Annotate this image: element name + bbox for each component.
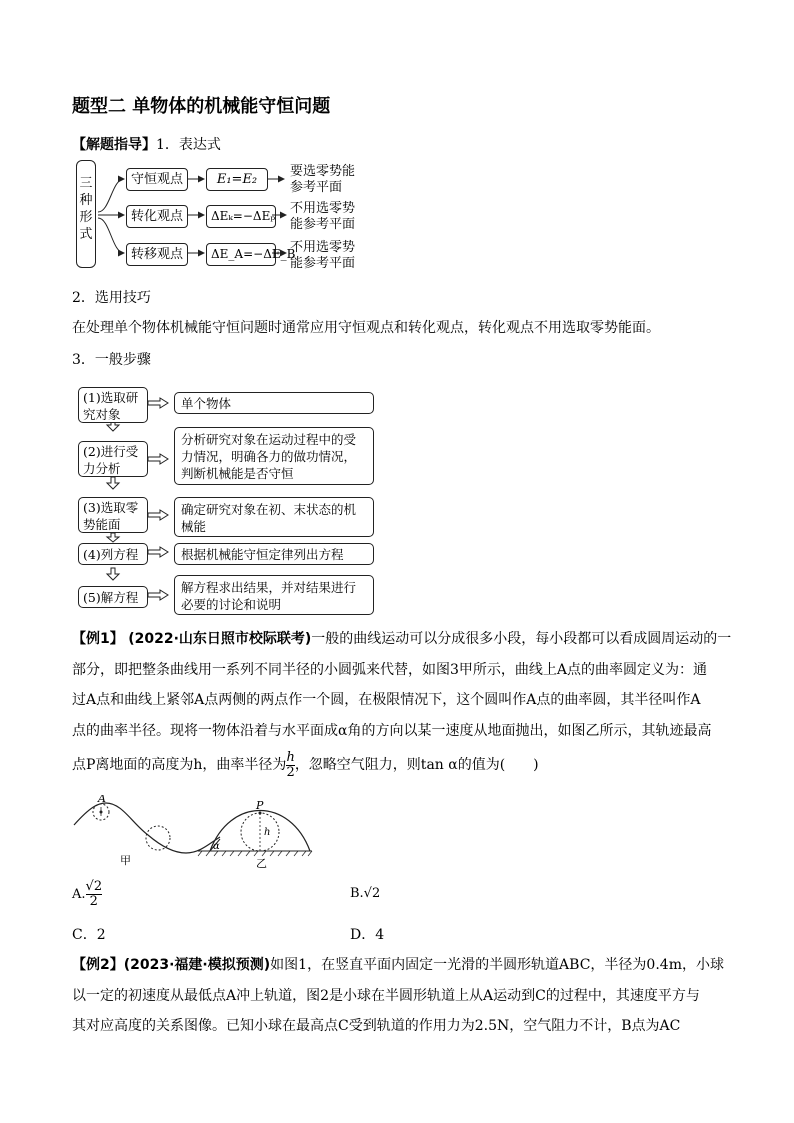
step-desc-line: 械能 [181, 519, 207, 534]
example-2 [72, 950, 736, 1042]
formula-conservation: E₁=E₂ [206, 168, 268, 191]
ex1-line-5 [72, 750, 736, 781]
three-forms-char: 三 [79, 176, 93, 191]
label-yi: 乙 [256, 857, 267, 870]
step-5-desc [174, 575, 374, 615]
ex1-text: 一般的曲线运动可以分成很多小段，每小段都可以看成圆周运动的一 [311, 631, 732, 647]
three-forms-char: 种 [79, 193, 93, 208]
ex1-text: ，忽略空气阻力，则tan α的值为( ) [294, 757, 539, 773]
step-2-box [78, 441, 148, 477]
note-line: 不用选零势 [290, 201, 356, 216]
three-forms-char: 形 [79, 210, 93, 225]
note-line: 能参考平面 [290, 256, 356, 271]
frac-num: h [286, 749, 295, 765]
ex2-text: 如图1，在竖直平面内固定一光滑的半圆形轨道ABC，半径为0.4m，小球 [270, 957, 724, 973]
label-alpha: α [213, 841, 220, 852]
step-label: 力分析 [83, 461, 121, 476]
item1-heading: 1．表达式 [156, 137, 221, 153]
item2-text: 在处理单个物体机械能守恒问题时通常应用守恒观点和转化观点，转化观点不用选取零势能面。 [72, 320, 660, 336]
view-conservation: 守恒观点 [126, 168, 188, 191]
guide-heading [72, 134, 221, 154]
formula-transfer: ΔE_A=−ΔE_B [206, 243, 276, 266]
item3-heading: 3．一般步骤 [72, 352, 151, 368]
step-desc-line: 解方程求出结果，并对结果进行 [181, 580, 357, 595]
ex2-line-2: 以一定的初速度从最低点A冲上轨道，图2是小球在半圆形轨道上从A运动到C的过程中，其速度平方与 [72, 987, 700, 1004]
note-line: 参考平面 [290, 180, 343, 195]
label-A: A [98, 795, 106, 805]
step-1-desc [174, 392, 374, 414]
ex1-line-2: 部分，即把整条曲线用一系列不同半径的小圆弧来代替，如图3甲所示，曲线上A点的曲率圆定义为：通 [72, 661, 708, 678]
note-line: 能参考平面 [290, 217, 356, 232]
step-label: (3)选取零 [83, 500, 139, 515]
step-label: 究对象 [83, 407, 121, 422]
ex1-line-3: 过A点和曲线上紧邻A点两侧的两点作一个圆，在极限情况下，这个圆叫作A点的曲率圆，其半径叫作A [72, 692, 701, 708]
curvature-circle-2 [146, 826, 170, 850]
step-label: 势能面 [83, 517, 121, 532]
option-d: D．4 [350, 927, 385, 943]
note-conversion [290, 201, 355, 233]
ex2-line-3: 其对应高度的关系图像。已知小球在最高点C受到轨道的作用力为2.5N，空气阻力不计，B点为AC [72, 1018, 681, 1034]
option-a-label: A. [72, 887, 86, 902]
ex1-text: 点P离地面的高度为h，曲率半径为 [72, 757, 287, 773]
step-desc-line: 力情况，明确各力的做功情况， [181, 449, 357, 464]
step-label: (4)列方程 [83, 547, 139, 562]
option-b: B.√2 [350, 886, 381, 901]
view-conversion: 转化观点 [126, 205, 188, 228]
step-desc-line: 判断机械能是否守恒 [181, 466, 294, 481]
three-forms-char: 式 [79, 227, 93, 242]
step-label: (5)解方程 [83, 590, 139, 605]
step-label: (2)进行受 [83, 444, 139, 459]
step-5-box [78, 586, 148, 608]
step-4-desc [174, 543, 374, 565]
step-1-box [78, 387, 148, 423]
option-a-fraction [86, 880, 103, 909]
ex1-figures [70, 795, 390, 870]
option-a-num: √2 [85, 879, 103, 894]
note-transfer [290, 240, 355, 272]
label-h: h [264, 827, 271, 838]
view-transfer: 转移观点 [126, 243, 188, 266]
note-conservation [290, 164, 355, 196]
step-desc-line: 根据机械能守恒定律列出方程 [181, 547, 344, 562]
step-3-desc [174, 497, 374, 537]
guide-label: 【解题指导】 [72, 137, 156, 153]
formula-conversion: ΔEₖ=−ΔEₚ [206, 205, 276, 228]
ex2-tag: 【例2】 [72, 957, 124, 973]
ex2-line-1 [72, 950, 736, 981]
ex1-line-1 [72, 624, 736, 655]
item2-heading: 2．选用技巧 [72, 290, 151, 306]
step-desc-line: 必要的讨论和说明 [181, 597, 282, 612]
ex1-tag: 【例1】 [72, 631, 124, 647]
step-desc-line: 确定研究对象在初、末状态的机 [181, 502, 357, 517]
note-line: 要选零势能 [290, 164, 356, 179]
option-c: C．2 [72, 927, 106, 943]
step-label: (1)选取研 [83, 390, 139, 405]
ex2-source: (2023·福建·模拟预测) [123, 957, 271, 973]
label-P: P [256, 799, 264, 812]
step-4-box [78, 543, 148, 565]
ex1-source: (2022·山东日照市校际联考) [128, 631, 312, 647]
curve-jia [74, 803, 220, 853]
step-desc-line: 单个物体 [181, 396, 232, 411]
label-jia: 甲 [120, 854, 131, 867]
note-line: 不用选零势 [290, 240, 356, 255]
step-2-desc [174, 427, 374, 485]
step-desc-line: 分析研究对象在运动过程中的受 [181, 432, 357, 447]
three-forms-box [76, 160, 96, 268]
option-a [72, 880, 102, 909]
frac-den: 2 [286, 764, 295, 780]
option-a-den: 2 [89, 894, 98, 909]
page-title: 题型二 单物体的机械能守恒问题 [72, 96, 331, 117]
step-3-box [78, 497, 148, 533]
fraction-h-over-2 [286, 751, 294, 780]
ex1-line-4: 点的曲率半径。现将一物体沿着与水平面成α角的方向以某一速度从地面抛出，如图乙所示，其轨迹最高 [72, 722, 712, 739]
example-1 [72, 624, 736, 781]
